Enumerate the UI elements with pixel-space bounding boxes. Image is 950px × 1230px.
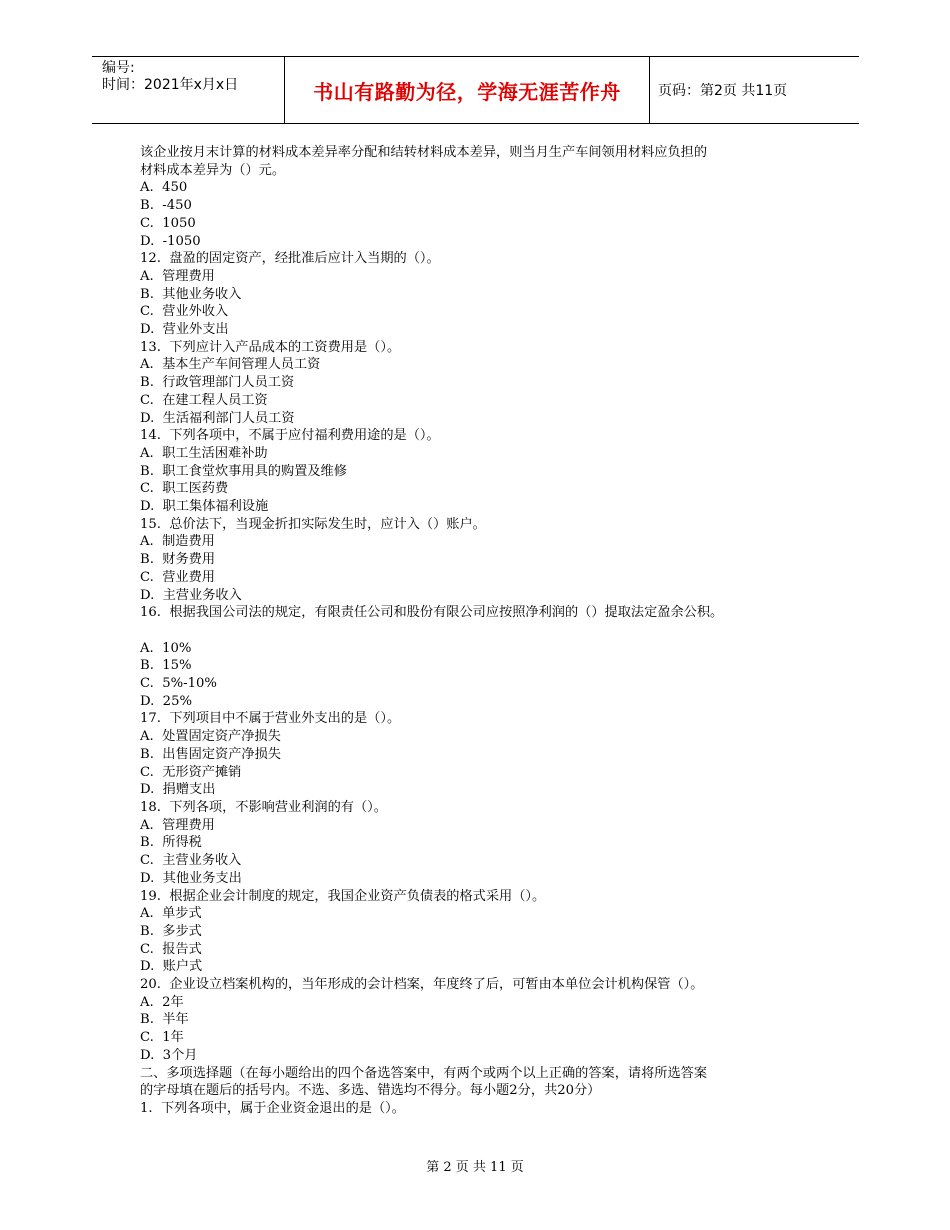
text-line: B. 其他业务收入 [140, 286, 242, 302]
text-line: C. 1050 [140, 215, 196, 231]
text-line: 13. 下列应计入产品成本的工资费用是（）。 [140, 339, 401, 355]
text-line: A. 单步式 [140, 906, 202, 922]
text-line: D. 主营业务收入 [140, 587, 242, 603]
page-footer: 第 2 页 共 11 页 [426, 1160, 524, 1175]
text-line: D. 3个月 [140, 1047, 198, 1063]
text-line: C. 职工医药费 [140, 481, 229, 497]
text-line: A. 制造费用 [140, 534, 215, 550]
text-line: B. -450 [140, 198, 192, 214]
text-line: D. 其他业务支出 [140, 870, 242, 886]
text-line: D. -1050 [140, 233, 201, 249]
text-line: B. 职工食堂炊事用具的购置及维修 [140, 463, 347, 479]
header-meta [92, 57, 285, 123]
text-line: B. 行政管理部门人员工资 [140, 375, 295, 391]
text-line: C. 1年 [140, 1030, 184, 1046]
text-line: 该企业按月末计算的材料成本差异率分配和结转材料成本差异，则当月生产车间领用材料应负担的 [140, 145, 708, 160]
text-line: D. 职工集体福利设施 [140, 499, 269, 515]
text-line: A. 450 [140, 180, 188, 196]
text-line: 14. 下列各项中，不属于应付福利费用途的是（）。 [140, 428, 440, 444]
text-line: B. 所得税 [140, 835, 202, 851]
text-line: 材料成本差异为（）元。 [140, 162, 286, 178]
text-line: C. 营业外收入 [140, 304, 229, 320]
text-line: D. 账户式 [140, 959, 203, 975]
text-line: 的字母填在题后的括号内。不选、多选、错选均不得分。每小题2分，共20分） [140, 1083, 601, 1099]
document-time-label: 时间：2021年x月x日 [102, 77, 239, 93]
text-line: A. 2年 [140, 994, 184, 1010]
text-line: C. 在建工程人员工资 [140, 392, 268, 408]
header-page-label: 页码：第2页 共11页 [658, 83, 788, 99]
text-line: B. 财务费用 [140, 552, 216, 568]
text-line: 18. 下列各项，不影响营业利润的有（）。 [140, 800, 387, 815]
text-line: D. 25% [140, 693, 192, 709]
text-line: 12. 盘盈的固定资产，经批准后应计入当期的（）。 [140, 251, 440, 267]
text-line: C. 报告式 [140, 941, 202, 957]
document-number-label: 编号: [102, 60, 135, 76]
text-line: 16. 根据我国公司法的规定，有限责任公司和股份有限公司应按照净利润的（）提取法定盈余公积。 [140, 605, 724, 621]
text-line: C. 营业费用 [140, 569, 215, 585]
text-line: 20. 企业设立档案机构的，当年形成的会计档案，年度终了后，可暂由本单位会计机构保管（）。 [140, 977, 704, 993]
header-motto: 书山有路勤为径，学海无涯苦作舟 [285, 57, 650, 123]
text-line: 1. 下列各项中，属于企业资金退出的是（）。 [140, 1100, 405, 1116]
text-line: A. 10% [140, 640, 192, 656]
text-line: B. 半年 [140, 1012, 189, 1028]
text-line: 二、多项选择题（在每小题给出的四个备选答案中，有两个或两个以上正确的答案，请将所选答案 [140, 1065, 708, 1081]
blank-line [140, 622, 830, 640]
text-line: D. 捐赠支出 [140, 782, 216, 798]
text-line: B. 多步式 [140, 923, 202, 939]
text-line: B. 15% [140, 658, 192, 674]
text-line: B. 出售固定资产净损失 [140, 746, 281, 762]
text-line: D. 营业外支出 [140, 322, 229, 338]
text-line: C. 5%-10% [140, 676, 217, 692]
text-line: 15. 总价法下，当现金折扣实际发生时，应计入（）账户。 [140, 516, 486, 532]
text-line: A. 职工生活困难补助 [140, 445, 268, 461]
text-line: A. 管理费用 [140, 268, 215, 284]
text-line: A. 基本生产车间管理人员工资 [140, 357, 321, 373]
text-line: 19. 根据企业会计制度的规定，我国企业资产负债表的格式采用（）。 [140, 888, 546, 904]
text-line: C. 主营业务收入 [140, 853, 242, 869]
text-line: 17. 下列项目中不属于营业外支出的是（）。 [140, 711, 401, 727]
page-header [92, 56, 859, 124]
text-line: C. 无形资产摊销 [140, 764, 242, 780]
text-line: D. 生活福利部门人员工资 [140, 410, 295, 426]
document-body [140, 144, 830, 1118]
text-line: A. 处置固定资产净损失 [140, 729, 281, 745]
text-line: A. 管理费用 [140, 817, 215, 833]
